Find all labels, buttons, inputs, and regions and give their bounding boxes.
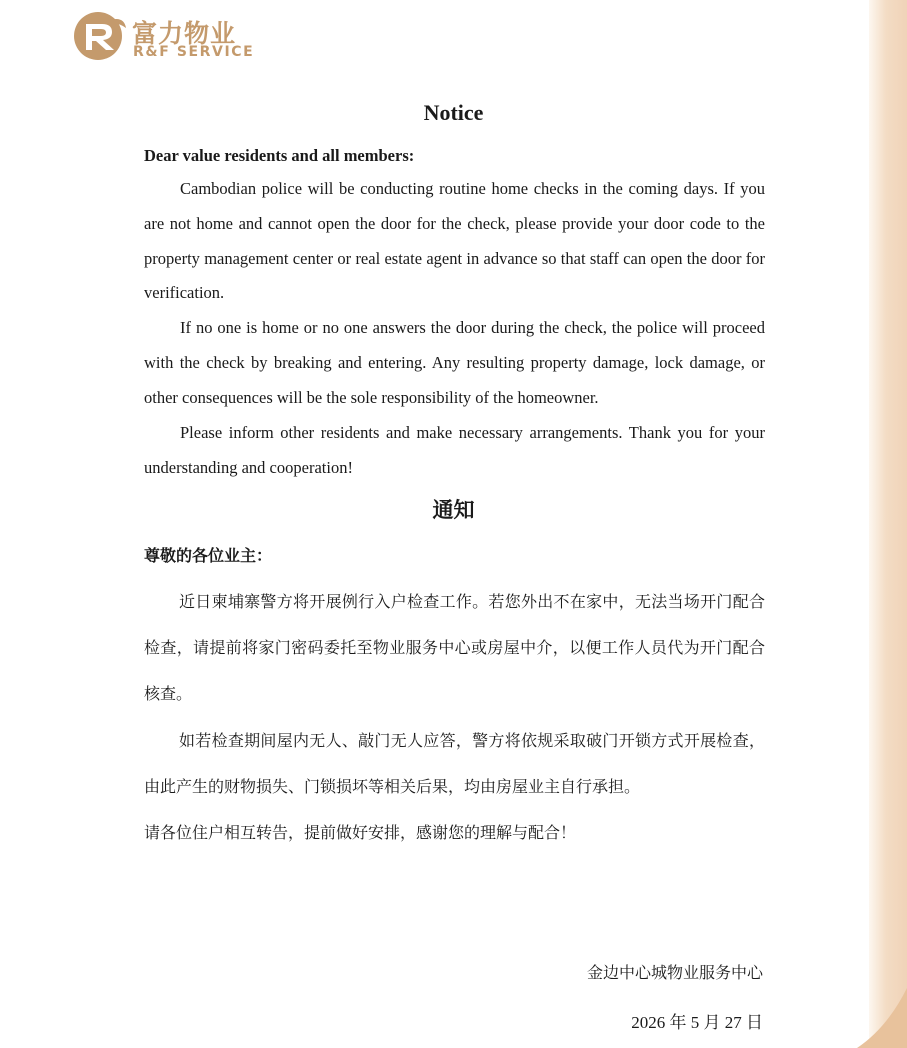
signature: 金边中心城物业服务中心 [586, 963, 763, 982]
company-logo [72, 10, 277, 66]
english-paragraph-2: If no one is home or no one answers the door during the check, the police will proceed with the check by breaking and entering. Any resulting property damage, lock damage, or other consequences will be the sole responsibility of the homeowner. [144, 318, 765, 407]
chinese-greeting: 尊敬的各位业主： [144, 546, 273, 565]
english-paragraph-3: Please inform other residents and make necessary arrangements. Thank you for your understanding and cooperation! [144, 423, 765, 477]
chinese-paragraph-2: 如若检查期间屋内无人、敲门无人应答，警方将依规采取破门开锁方式开展检查，由此产生的财物损失、门锁损坏等相关后果，均由房屋业主自行承担。 [144, 731, 765, 796]
logo-chinese-text: 富力物业 [132, 19, 237, 48]
rf-logo-icon [72, 10, 128, 62]
chinese-paragraph-3: 请各位住户相互转告，提前做好安排，感谢您的理解与配合！ [144, 823, 577, 842]
english-title: Notice [423, 100, 484, 125]
chinese-paragraph-1: 近日柬埔寨警方将开展例行入户检查工作。若您外出不在家中，无法当场开门配合检查，请提前将家门密码委托至物业服务中心或房屋中介，以便工作人员代为开门配合核查。 [144, 592, 765, 703]
corner-curl-decoration [827, 988, 907, 1048]
logo-english-text: R&F SERVICE [133, 44, 255, 60]
chinese-title: 通知 [432, 498, 475, 522]
english-paragraph-1: Cambodian police will be conducting routine home checks in the coming days. If you are not home and cannot open the door for the check, please provide your door code to the property management center or real estate agent in advance so that staff can open the door for verification. [144, 179, 765, 303]
date: 2026 年 5 月 27 日 [631, 1013, 763, 1032]
english-greeting: Dear value residents and all members: [144, 146, 415, 165]
page-edge-decoration [869, 0, 907, 1048]
